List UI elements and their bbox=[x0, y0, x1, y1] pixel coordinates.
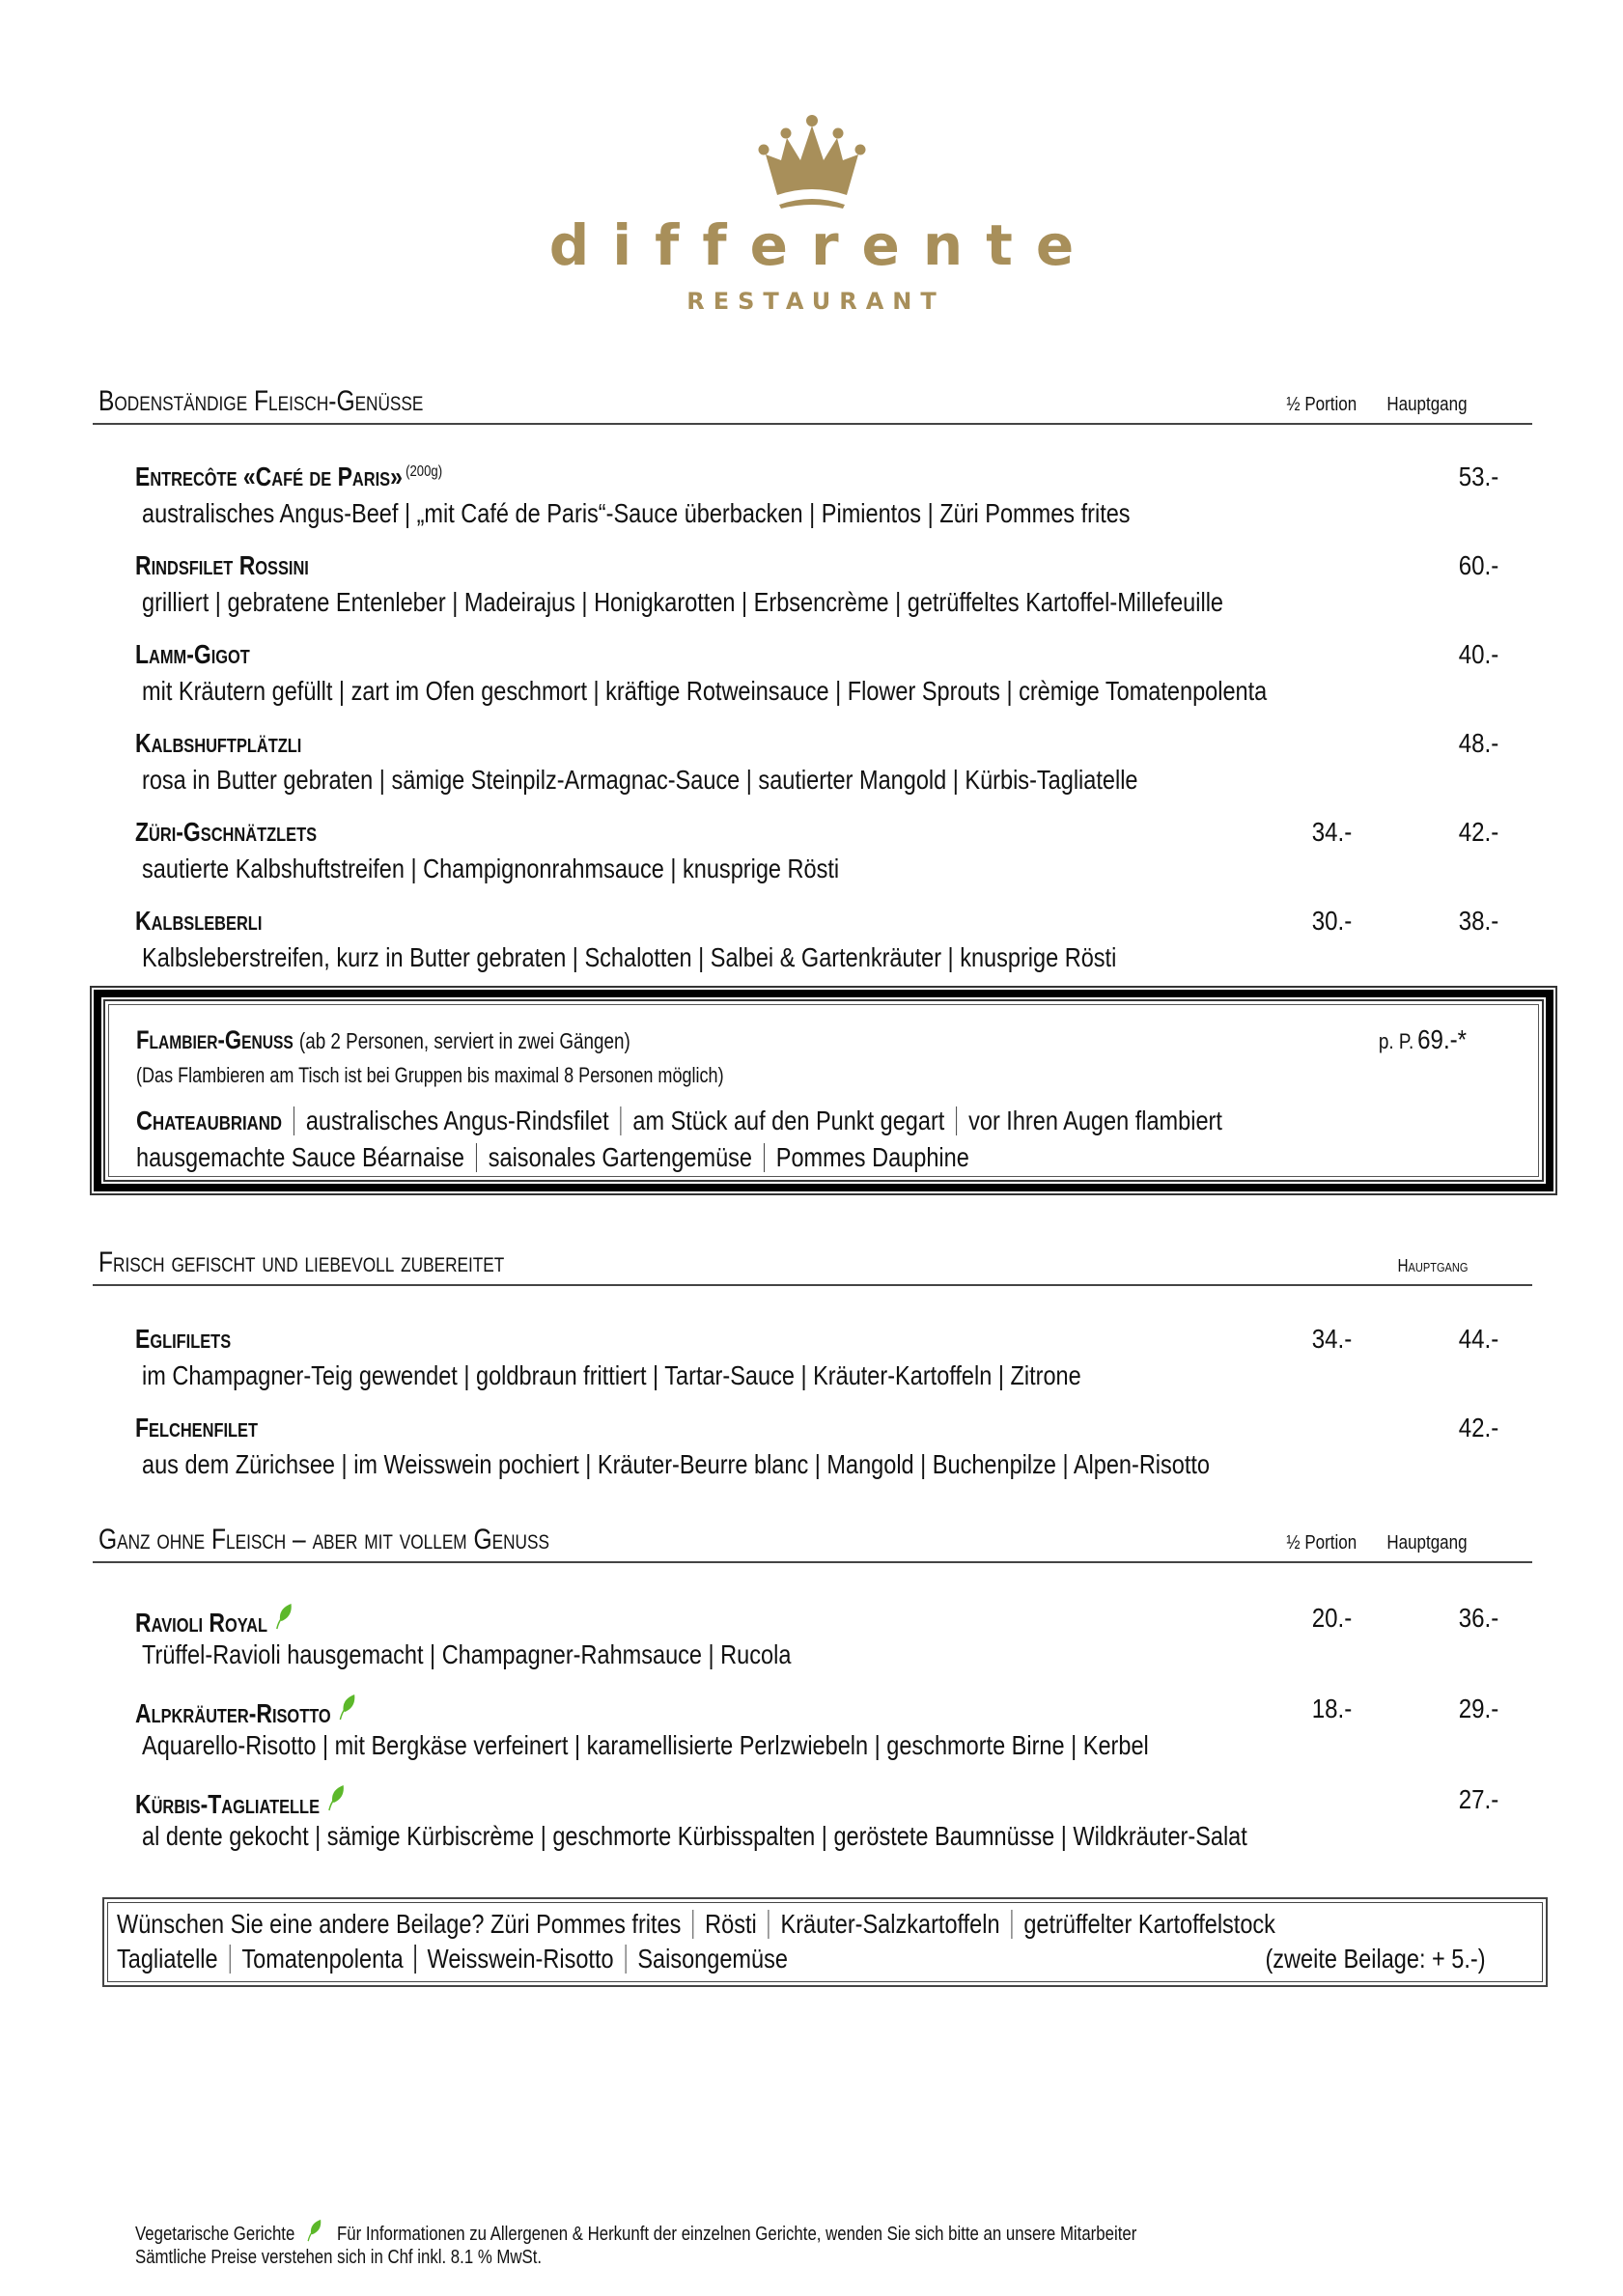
item-name: Kürbis-Tagliatelle bbox=[135, 1789, 321, 1819]
price-main: 44.- bbox=[1458, 1324, 1498, 1354]
menu-item bbox=[135, 639, 1498, 716]
price-main: 60.- bbox=[1458, 550, 1498, 580]
separator bbox=[1011, 1910, 1012, 1939]
item-description: Kalbsleberstreifen, kurz in Butter gebraten | Schalotten | Salbei & Gartenkräuter | knusprige Rösti bbox=[142, 942, 1117, 972]
column-half-portion: ½ Portion bbox=[1286, 1532, 1357, 1554]
item-name: Ravioli Royal bbox=[135, 1608, 268, 1638]
side-option: Kräuter-Salzkartoffeln bbox=[780, 1909, 1000, 1939]
separator bbox=[764, 1143, 765, 1172]
menu-item bbox=[135, 817, 1498, 894]
item-name: Alpkräuter-Risotto bbox=[135, 1698, 331, 1728]
item-description: al dente gekocht | sämige Kürbiscrème | geschmorte Kürbisspalten | geröstete Baumnüsse | Wildkräuter-Salat bbox=[142, 1821, 1247, 1851]
price-half: 20.- bbox=[1311, 1603, 1352, 1633]
item-description: Aquarello-Risotto | mit Bergkäse verfeinert | karamellisierte Perlzwiebeln | geschmorte Birne | Kerbel bbox=[142, 1730, 1149, 1760]
price-main: 36.- bbox=[1458, 1603, 1498, 1633]
crown-icon bbox=[754, 114, 870, 210]
item-name: Züri-Gschnätzlets bbox=[135, 817, 318, 847]
price-main: 29.- bbox=[1458, 1694, 1498, 1723]
side-option: Saisongemüse bbox=[637, 1944, 788, 1974]
flambe-component: australisches Angus-Rindsfilet bbox=[305, 1106, 609, 1135]
separator bbox=[415, 1945, 416, 1974]
item-description: aus dem Zürichsee | im Weisswein pochiert | Kräuter-Beurre blanc | Mangold | Buchenpilze | Alpen-Risotto bbox=[142, 1449, 1211, 1479]
item-description: grilliert | gebratene Entenleber | Madeirajus | Honigkarotten | Erbsencrème | getrüffeltes Kartoffel-Millefeuille bbox=[142, 587, 1224, 617]
flambe-component: am Stück auf den Punkt gegart bbox=[632, 1106, 945, 1135]
flambe-note: (Das Flambieren am Tisch ist bei Gruppen bis maximal 8 Personen möglich) bbox=[136, 1063, 724, 1087]
price-half: 34.- bbox=[1311, 1324, 1352, 1354]
separator bbox=[476, 1143, 477, 1172]
menu-item bbox=[135, 1694, 1498, 1771]
side-option: getrüffelter Kartoffelstock bbox=[1023, 1909, 1275, 1939]
price-half: 18.- bbox=[1311, 1694, 1352, 1723]
separator bbox=[692, 1910, 693, 1939]
price-main: 38.- bbox=[1458, 906, 1498, 936]
restaurant-logo bbox=[0, 114, 1623, 317]
side-option: Weisswein-Risotto bbox=[427, 1944, 614, 1974]
flambe-dish-line bbox=[136, 1106, 1222, 1136]
vat-note: Sämtliche Preise verstehen sich in Chf inkl. 8.1 % MwSt. bbox=[135, 2247, 543, 2268]
item-name: Felchenfilet bbox=[135, 1413, 259, 1442]
flambe-title-note: (ab 2 Personen, serviert in zwei Gängen) bbox=[298, 1028, 630, 1053]
section-title: Ganz ohne Fleisch – aber mit vollem Genuss bbox=[98, 1524, 549, 1555]
menu-item bbox=[135, 1324, 1498, 1401]
column-main-course: Hauptgang bbox=[1386, 1532, 1468, 1554]
item-description: im Champagner-Teig gewendet | goldbraun frittiert | Tartar-Sauce | Kräuter-Kartoffeln | Zitrone bbox=[142, 1360, 1081, 1390]
separator bbox=[620, 1106, 621, 1135]
side-dish-line bbox=[117, 1909, 1275, 1940]
item-name: Kalbshuftplätzli bbox=[135, 728, 302, 758]
item-description: mit Kräutern gefüllt | zart im Ofen geschmort | kräftige Rotweinsauce | Flower Sprouts | crèmige Tomatenpolenta bbox=[142, 676, 1268, 706]
item-description: rosa in Butter gebraten | sämige Steinpilz-Armagnac-Sauce | sautierter Mangold | Kürbis-Tagliatelle bbox=[142, 765, 1138, 795]
section-title: Frisch gefischt und liebevoll zubereitet bbox=[98, 1246, 505, 1278]
leaf-icon bbox=[275, 1603, 293, 1630]
leaf-icon bbox=[339, 1694, 356, 1721]
allergen-info: Für Informationen zu Allergenen & Herkunft der einzelnen Gerichte, wenden Sie sich bitte an unsere Mitarbeiter bbox=[336, 2224, 1137, 2245]
price-main: 42.- bbox=[1458, 817, 1498, 847]
flambe-price-prefix: p. P. bbox=[1378, 1029, 1414, 1053]
footer-legend bbox=[135, 2219, 1136, 2244]
item-description: Trüffel-Ravioli hausgemacht | Champagner-Rahmsauce | Rucola bbox=[142, 1639, 792, 1669]
flambe-dish: Chateaubriand bbox=[136, 1106, 283, 1135]
brand-name: differente bbox=[548, 212, 1098, 278]
menu-item bbox=[135, 728, 1498, 805]
flambe-component: hausgemachte Sauce Béarnaise bbox=[136, 1142, 464, 1172]
section-title: Bodenständige Fleisch-Genüsse bbox=[98, 385, 424, 417]
flambe-component: saisonales Gartengemüse bbox=[488, 1142, 752, 1172]
side-option: Rösti bbox=[705, 1909, 757, 1939]
price-half: 34.- bbox=[1311, 817, 1352, 847]
vegetarian-label: Vegetarische Gerichte bbox=[135, 2224, 295, 2245]
price-main: 27.- bbox=[1458, 1784, 1498, 1814]
separator bbox=[625, 1945, 626, 1974]
side-option: Tomatenpolenta bbox=[241, 1944, 404, 1974]
price-main: 48.- bbox=[1458, 728, 1498, 758]
flambe-box bbox=[90, 986, 1557, 1195]
menu-item bbox=[135, 550, 1498, 628]
side-intro: Wünschen Sie eine andere Beilage? Züri Pommes frites bbox=[117, 1909, 682, 1939]
menu-item bbox=[135, 1413, 1498, 1490]
leaf-icon bbox=[327, 1784, 345, 1811]
menu-item bbox=[135, 906, 1498, 983]
flambe-dish-line bbox=[136, 1142, 969, 1173]
column-main-course: Hauptgang bbox=[1386, 394, 1468, 415]
price-main: 40.- bbox=[1458, 639, 1498, 669]
flambe-component: vor Ihren Augen flambiert bbox=[968, 1106, 1222, 1135]
price-half: 30.- bbox=[1311, 906, 1352, 936]
menu-item bbox=[135, 1603, 1498, 1680]
side-option: Tagliatelle bbox=[117, 1944, 218, 1974]
separator bbox=[956, 1106, 957, 1135]
separator bbox=[229, 1945, 230, 1974]
column-half-portion: ½ Portion bbox=[1286, 394, 1357, 415]
leaf-icon bbox=[306, 2219, 322, 2242]
section-header-meat bbox=[93, 384, 1532, 425]
price-main: 42.- bbox=[1458, 1413, 1498, 1442]
item-description: australisches Angus-Beef | „mit Café de Paris“-Sauce überbacken | Pimientos | Züri Pommes frites bbox=[142, 498, 1131, 528]
section-header-vegetarian bbox=[93, 1523, 1532, 1563]
flambe-title: Flambier-Genuss bbox=[136, 1025, 294, 1054]
item-name: Rindsfilet Rossini bbox=[135, 550, 309, 580]
menu-item bbox=[135, 462, 1498, 539]
item-name: Entrecôte «Café de Paris» bbox=[135, 462, 403, 491]
flambe-component: Pommes Dauphine bbox=[775, 1142, 969, 1172]
section-header-fish bbox=[93, 1246, 1532, 1286]
flambe-price: 69.-* bbox=[1417, 1024, 1467, 1054]
item-name: Kalbsleberli bbox=[135, 906, 263, 936]
column-main-course: Hauptgang bbox=[1397, 1256, 1469, 1275]
separator bbox=[769, 1910, 770, 1939]
side-dish-line bbox=[117, 1944, 788, 1974]
second-side-price: (zweite Beilage: + 5.-) bbox=[1265, 1944, 1486, 1974]
item-description: sautierte Kalbshuftstreifen | Champignonrahmsauce | knusprige Rösti bbox=[142, 854, 840, 883]
side-dish-box bbox=[102, 1897, 1548, 1987]
item-name: Lamm-Gigot bbox=[135, 639, 250, 669]
menu-item bbox=[135, 1784, 1498, 1862]
brand-subtitle: RESTAURANT bbox=[686, 288, 945, 315]
item-name: Eglifilets bbox=[135, 1324, 232, 1354]
item-note: (200g) bbox=[406, 463, 443, 480]
price-main: 53.- bbox=[1458, 462, 1498, 491]
